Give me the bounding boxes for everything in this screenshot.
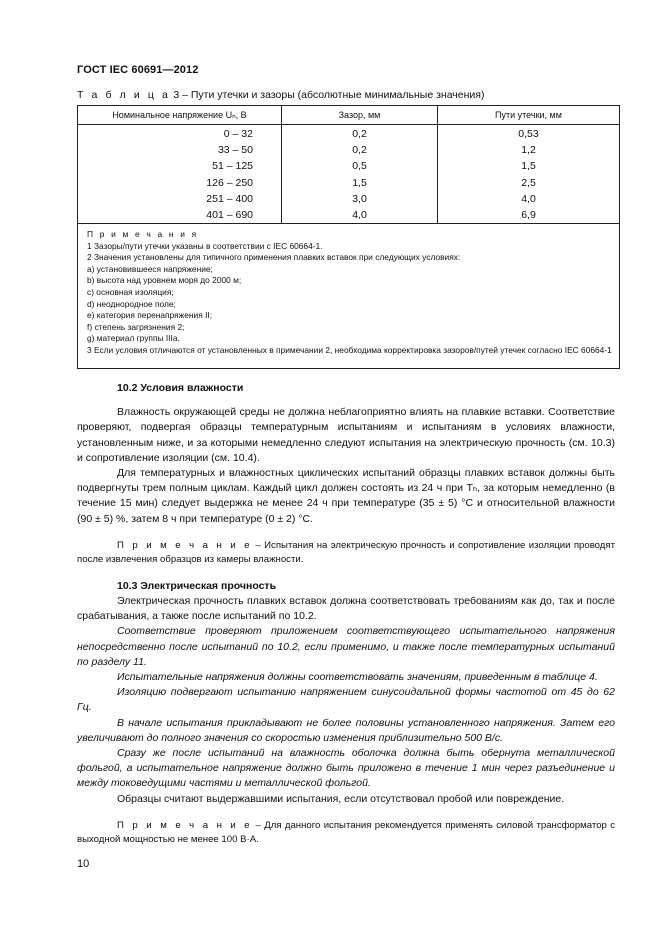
table-caption-prefix: Т а б л и ц а [77, 89, 171, 101]
table-cell: 0,5 [352, 160, 367, 173]
note-label: П р и м е ч а н и е [117, 539, 253, 551]
note-line: f) степень загрязнения 2; [87, 321, 185, 332]
section-heading: 10.2 Условия влажности [117, 382, 244, 394]
voltage-column [206, 126, 253, 223]
table-cell: 1,5 [521, 160, 536, 173]
section-note [77, 819, 615, 847]
header-divider [78, 124, 619, 125]
table-cell: 4,0 [521, 192, 536, 205]
page-number: 10 [77, 858, 90, 870]
note-label: П р и м е ч а н и е [117, 819, 253, 831]
table-notes [87, 229, 612, 357]
paragraph: Сразу же после испытаний на влажность оболочка должна быть обернута металлической фольгой, а испытательное напряжение должно быть приложено в течение 1 мин через разъединение и между токоведущими частями и металлической фольгой. [77, 747, 615, 790]
header-voltage: Номинальное напряжение Uₙ, В [112, 110, 247, 120]
table-cell: 33 – 50 [217, 144, 253, 157]
table-cell: 6,9 [521, 209, 536, 222]
table-cell: 401 – 690 [206, 209, 253, 222]
table-cell: 1,2 [521, 144, 536, 157]
table-cell: 4,0 [352, 209, 367, 222]
paragraph: Для температурных и влажностных циклических испытаний образцы плавких вставок должны быть подвергнуты трем полным циклам. Каждый цикл должен состоять из 24 ч при Tₕ, за которым немедленно (в течение 15 мин) следует выдержка не менее 24 ч при температуре (35 ± 5) °C и относительной влажности (90 ± 5) %, затем 8 ч при температуре (0 ± 2) °C. [77, 467, 615, 525]
note-line: g) материал группы IIIa. [87, 333, 180, 344]
note-line: 1 Зазоры/пути утечки указаны в соответствии с IEC 60664-1. [87, 240, 323, 251]
table-caption-text: 3 – Пути утечки и зазоры (абсолютные минимальные значения) [170, 89, 485, 101]
document-id: ГОСТ IEC 60691—2012 [77, 64, 199, 76]
body-text [77, 381, 615, 847]
clearance-column [282, 126, 437, 223]
creepage-column [438, 126, 619, 223]
paragraph: Соответствие проверяют приложением соответствующего испытательного напряжения непосредственно после испытаний по 10.2, если применимо, и также после температурных испытаний по разделу 11. [77, 625, 615, 668]
table-cell: 0,53 [518, 128, 539, 140]
note-line: c) основная изоляция; [87, 286, 174, 297]
table-cell: 251 – 400 [206, 192, 253, 205]
note-line: 3 Если условия отличаются от установленных в примечании 2, необходима корректировка зазоров/путей утечек согласно IEC 60664-1 [87, 344, 612, 355]
note-line: d) неоднородное поле; [87, 298, 176, 309]
table-cell: 51 – 125 [212, 160, 253, 173]
table-cell: 126 – 250 [206, 176, 253, 189]
note-line: a) установившееся напряжение; [87, 263, 213, 274]
note-line: b) высота над уровнем моря до 2000 м; [87, 275, 242, 286]
table-cell: 0,2 [352, 128, 367, 140]
section-heading: 10.3 Электрическая прочность [117, 579, 277, 592]
paragraph: Испытательные напряжения должны соответствовать значениям, приведенным в таблице 4. [117, 671, 598, 684]
note-line: e) категория перенапряжения II; [87, 310, 213, 321]
header-clearance: Зазор, мм [338, 110, 381, 120]
table-cell: 2,5 [521, 176, 536, 189]
clearance-table [77, 105, 620, 369]
paragraph: Изоляцию подвергают испытанию напряжением синусоидальной формы частотой от 45 до 62 Гц. [77, 686, 615, 714]
note-text: – Испытания на электрическую прочность и сопротивление изоляции проводят после извлечения образцов из камеры влажности. [77, 539, 615, 565]
table-caption [77, 89, 484, 101]
header-creepage: Пути утечки, мм [495, 110, 562, 120]
notes-title: П р и м е ч а н и я [87, 229, 199, 239]
table-cell: 0 – 32 [223, 128, 253, 140]
table-cell: 0,2 [352, 144, 367, 157]
paragraph: В начале испытания прикладывают не более половины установленного напряжения. Затем его увеличивают до полного значения со скоростью изменения приблизительно 500 В/с. [77, 716, 615, 744]
note-line: 2 Значения установлены для типичного применения плавких вставок при следующих условиях: [87, 252, 461, 263]
paragraph: Влажность окружающей среды не должна неблагоприятно влиять на плавкие вставки. Соответствие проверяют, подвергая образцы температурным испытаниям и испытаниям в условиях влажности, установленным ниже, и за которыми немедленно следуют испытания на электрическую прочность (см. 10.3) и сопротивление изоляции (см. 10.4). [77, 406, 615, 464]
note-text: – Для данного испытания рекомендуется применять силовой трансформатор с выходной мощностью не менее 100 В·А. [77, 819, 615, 845]
table-cell: 3,0 [352, 192, 367, 205]
table-cell: 1,5 [352, 176, 367, 189]
paragraph: Электрическая прочность плавких вставок должна соответствовать требованиям как до, так и после срабатывания, а также после испытаний по 10.2. [77, 595, 615, 623]
section-note [77, 539, 615, 567]
paragraph: Образцы считают выдержавшими испытания, если отсутствовал пробой или повреждение. [117, 792, 565, 805]
